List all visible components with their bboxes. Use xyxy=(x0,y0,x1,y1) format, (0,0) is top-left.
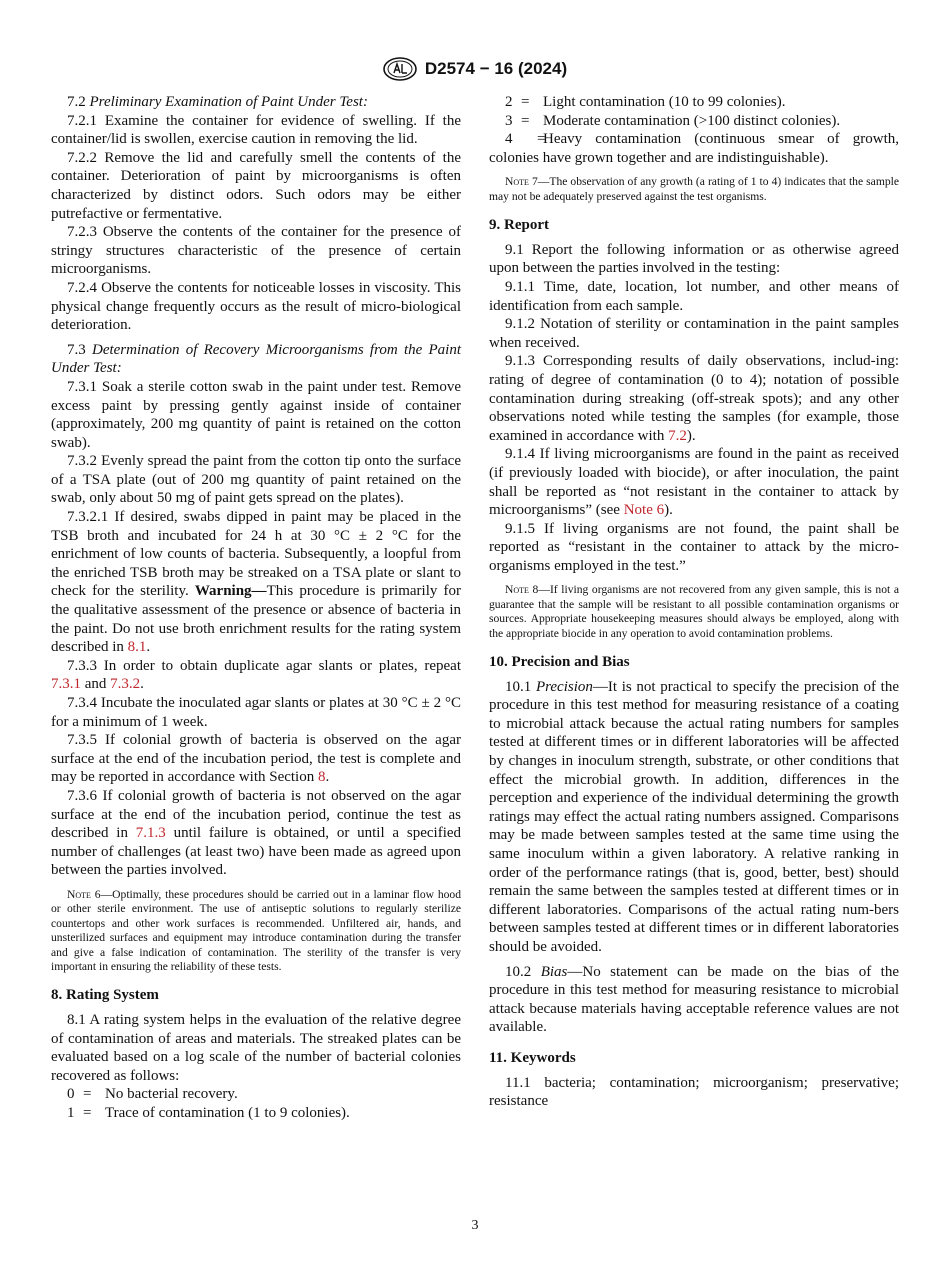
section-11-heading: 11. Keywords xyxy=(489,1049,576,1066)
paragraph-7-3-2: 7.3.2 Evenly spread the paint from the cotton tip onto the surface of a TSA plate (out of 200 mg quantity of paint retained on the swab, only about 50 mg of paint gets spread on the plates). xyxy=(51,453,461,507)
link-8-1[interactable]: 8.1 xyxy=(127,639,147,656)
note-6: Note 6—Optimally, these procedures should be carried out in a laminar flow hood or other sterile environment. The use of antiseptic solutions to regularly sterilize countertops and other work surfaces is recommended. Unfiltered air, hands, and unsterilized surfaces and equipment may introduce contamination during the transfer and give a false indication of contamination. The sterility of the transfer is very important in ensuring the reliability of these tests. xyxy=(51,887,462,973)
section-10-heading: 10. Precision and Bias xyxy=(489,654,630,671)
paragraph-9-1-1: 9.1.1 Time, date, location, lot number, and other means of identification from each sample. xyxy=(489,278,899,314)
paragraph-7-3-2-1: 7.3.2.1 If desired, swabs dipped in paint may be placed in the TSB broth and incubated for 24 h at 30 °C ± 2 °C for the enrichment of low counts of bacteria. Subsequently, a loopful from the enriched TSB broth may be streaked on a TSA plate or slant to check for the sterility. Warning—This procedure is primarily for the qualitative assessment of the presence or absence of bacteria in the paint. Do not use broth enrichment results for the rating system described in 8.1. xyxy=(51,509,461,656)
paragraph-9-1: 9.1 Report the following information or as otherwise agreed upon between the parties involved in the testing: xyxy=(489,241,899,277)
paragraph-7-3-1: 7.3.1 Soak a sterile cotton swab in the paint under test. Remove excess paint by pressing gently against inside of container (approximately, 200 mg quantity of paint is retained on the cotton swab). xyxy=(51,378,461,451)
page-header xyxy=(0,56,950,82)
link-7-3-2[interactable]: 7.3.2 xyxy=(110,676,141,693)
paragraph-9-1-5: 9.1.5 If living organisms are not found, the paint shall be reported as “resistant in the container to attack by the micro-organisms employed in the test.” xyxy=(489,520,899,574)
paragraph-9-1-4: 9.1.4 If living microorganisms are found in the paint as received (if previously loaded with biocide), or after inoculation, the paint shall be reported as “not resistant in the container to attack by microorganisms” (see Note 6). xyxy=(489,446,899,519)
paragraph-7-3-4: 7.3.4 Incubate the inoculated agar slants or plates at 30 °C ± 2 °C for a minimum of 1 week. xyxy=(51,695,461,730)
section-7-3-heading: 7.3 Determination of Recovery Microorganisms from the Paint Under Test: xyxy=(51,341,461,377)
link-7-3-1[interactable]: 7.3.1 xyxy=(51,676,81,693)
paragraph-8-1: 8.1 A rating system helps in the evaluation of the relative degree of contamination of areas and materials. The streaked plates can be evaluated based on a log scale of the number of bacterial colonies recovered as follows: xyxy=(51,1011,461,1084)
rating-scale-item: 2 = Light contamination (10 to 99 colonies). xyxy=(505,94,786,110)
section-9-heading: 9. Report xyxy=(489,217,549,234)
paragraph-10-1: 10.1 Precision—It is not practical to specify the precision of the procedure in this test method for measuring resistance of a coating to microbial attack because the actual rating numbers for samples tested at different times or in different laboratories will be affected by changes in inoculum strength, substrate, or other conditions that effect the microbial growth. In addition, differences in the perception and experience of the individual determining the growth ratings may effect the actual rating numbers assigned. Comparisons may be made between samples tested at the same time using the same inoculum within a given laboratory. A relative ranking in order of the performance ratings (that is, good, better, best) should remain the same between the samples tested at different times or in different laboratories. Comparisons of the actual rating num-bers between samples tested at different times or in different laboratories should be avoided. xyxy=(489,678,900,955)
paragraph-7-3-5: 7.3.5 If colonial growth of bacteria is observed on the agar surface at the end of the incubation period, the test is complete and may be reported in accordance with Section 8. xyxy=(51,732,461,786)
paragraph-7-2-3: 7.2.3 Observe the contents of the container for the presence of stringy structures characteristic of the presence of certain microorganisms. xyxy=(51,224,461,278)
right-column xyxy=(489,93,899,1111)
paragraph-9-1-2: 9.1.2 Notation of sterility or contamination in the paint samples when received. xyxy=(489,316,899,351)
rating-scale-item: 1 = Trace of contamination (1 to 9 colonies). xyxy=(67,1104,350,1121)
paragraph-7-3-6: 7.3.6 If colonial growth of bacteria is not observed on the agar surface at the end of the incubation period, continue the test as described in 7.1.3 until failure is obtained, or until a specified number of challenges (at least two) have been made as agreed upon between the parties involved. xyxy=(51,787,462,879)
paragraph-7-2-2: 7.2.2 Remove the lid and carefully smell the contents of the container. Deterioration of paint by microorganisms is often characterized by distinct odors. Such odors may be either putrefactive or fermentative. xyxy=(51,149,461,222)
link-7-2[interactable]: 7.2 xyxy=(668,427,687,444)
left-column xyxy=(51,93,461,1123)
link-7-1-3[interactable]: 7.1.3 xyxy=(135,825,166,842)
paragraph-7-2-4: 7.2.4 Observe the contents for noticeable losses in viscosity. This physical change frequently occurs as the result of micro-biological deterioration. xyxy=(51,279,461,334)
link-section-8[interactable]: 8 xyxy=(317,769,326,786)
rating-scale-item: 0 = No bacterial recovery. xyxy=(67,1086,238,1103)
paragraph-7-2-1: 7.2.1 Examine the container for evidence of swelling. If the container/lid is swollen, exercise caution in removing the lid. xyxy=(51,112,461,148)
warning-label: Warning— xyxy=(194,583,267,600)
standard-designation: D2574 − 16 (2024) xyxy=(424,59,568,78)
section-7-2-heading: 7.2 Preliminary Examination of Paint Under Test: xyxy=(67,94,368,110)
paragraph-7-3-3: 7.3.3 In order to obtain duplicate agar slants or plates, repeat 7.3.1 and 7.3.2. xyxy=(51,657,461,693)
paragraph-11-1: 11.1 bacteria; contamination; microorganism; preservative; resistance xyxy=(489,1074,899,1110)
rating-scale-item: 3 = Moderate contamination (>100 distinct colonies). xyxy=(505,112,841,129)
page-number: 3 xyxy=(471,1218,479,1233)
rating-scale-item: 4 =Heavy contamination (continuous smear of growth, colonies have grown together and are indistinguishable). xyxy=(489,131,899,166)
astm-logo-icon xyxy=(383,57,417,81)
paragraph-10-2: 10.2 Bias—No statement can be made on the bias of the procedure in this test method for measuring resistance to microbial attack because materials having acceptable reference values are not available. xyxy=(489,963,900,1036)
section-8-heading: 8. Rating System xyxy=(51,987,159,1004)
note-8: Note 8—If living organisms are not recovered from any given sample, this is not a guarantee that the sample will be resistant to all possible contamination organisms or sources. Appropriate housekeeping measures should always be employed, along with the appropriate biocide in any operation to avoid contamination problems. xyxy=(489,583,899,640)
note-7: Note 7—The observation of any growth (a rating of 1 to 4) indicates that the sample may not be adequately preserved against the test organisms. xyxy=(489,175,899,203)
link-note-6[interactable]: Note 6 xyxy=(623,502,665,519)
paragraph-9-1-3: 9.1.3 Corresponding results of daily observations, includ-ing: rating of degree of contamination (0 to 4); notation of possible contamination during streaking (off-streak spots); and any other observations noted while testing the samples (for example, those examined in accordance with 7.2). xyxy=(489,353,899,444)
